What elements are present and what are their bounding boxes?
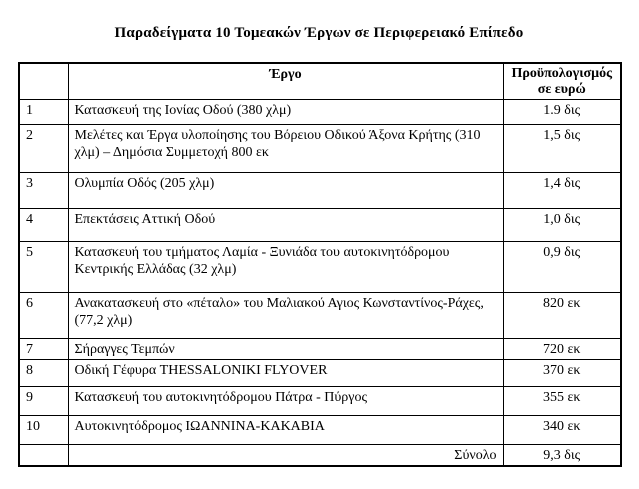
- projects-table: [18, 62, 622, 467]
- table-total-row: [19, 445, 621, 467]
- budget-cell: 820 εκ: [503, 293, 621, 339]
- project-cell: Ολυμπία Οδός (205 χλμ): [68, 173, 503, 209]
- table-row: [19, 387, 621, 416]
- project-cell: Κατασκευή του τμήματος Λαμία - Ξυνιάδα του αυτοκινητόδρομου Κεντρικής Ελλάδας (32 χλμ): [68, 242, 503, 293]
- budget-cell: 0,9 δις: [503, 242, 621, 293]
- project-cell: Ανακατασκευή στο «πέταλο» του Μαλιακού Αγιος Κωνσταντίνος-Ράχες, (77,2 χλμ): [68, 293, 503, 339]
- budget-cell: 1,0 δις: [503, 209, 621, 242]
- budget-cell: 340 εκ: [503, 416, 621, 445]
- row-number-cell: 2: [19, 125, 68, 173]
- row-number-cell: 4: [19, 209, 68, 242]
- row-number-cell: 6: [19, 293, 68, 339]
- total-value-cell: 9,3 δις: [503, 445, 621, 467]
- row-number-cell: 10: [19, 416, 68, 445]
- project-cell: Σήραγγες Τεμπών: [68, 339, 503, 360]
- table-row: [19, 125, 621, 173]
- table-row: [19, 293, 621, 339]
- row-number-cell: 3: [19, 173, 68, 209]
- project-cell: Κατασκευή του αυτοκινητόδρομου Πάτρα - Πύργος: [68, 387, 503, 416]
- table-row: [19, 360, 621, 387]
- project-cell: Οδική Γέφυρα THESSALONIKI FLYOVER: [68, 360, 503, 387]
- total-label-cell: Σύνολο: [68, 445, 503, 467]
- project-cell: Μελέτες και Έργα υλοποίησης του Βόρειου Οδικού Άξονα Κρήτης (310 χλμ) – Δημόσια Συμμετοχή 800 εκ: [68, 125, 503, 173]
- budget-cell: 1,4 δις: [503, 173, 621, 209]
- header-budget-cell: Προϋπολογισμός σε ευρώ: [503, 63, 621, 100]
- row-number-cell: 1: [19, 100, 68, 125]
- project-cell: Αυτοκινητόδρομος ΙΩΑΝΝΙΝΑ-ΚΑΚΑΒΙΑ: [68, 416, 503, 445]
- row-number-cell: 8: [19, 360, 68, 387]
- budget-cell: 1.9 δις: [503, 100, 621, 125]
- table-row: [19, 173, 621, 209]
- table-row: [19, 209, 621, 242]
- row-number-cell: 7: [19, 339, 68, 360]
- budget-cell: 370 εκ: [503, 360, 621, 387]
- header-project-cell: Έργο: [68, 63, 503, 100]
- total-empty-cell: [19, 445, 68, 467]
- budget-cell: 355 εκ: [503, 387, 621, 416]
- table-row: [19, 100, 621, 125]
- table-row: [19, 242, 621, 293]
- budget-cell: 1,5 δις: [503, 125, 621, 173]
- project-cell: Επεκτάσεις Αττική Οδού: [68, 209, 503, 242]
- table-row: [19, 416, 621, 445]
- row-number-cell: 9: [19, 387, 68, 416]
- table-header-row: [19, 63, 621, 100]
- row-number-cell: 5: [19, 242, 68, 293]
- table-row: [19, 339, 621, 360]
- project-cell: Κατασκευή της Ιονίας Οδού (380 χλμ): [68, 100, 503, 125]
- page-title: Παραδείγματα 10 Τομεακών Έργων σε Περιφερειακό Επίπεδο: [114, 25, 524, 41]
- budget-cell: 720 εκ: [503, 339, 621, 360]
- header-number-cell: [19, 63, 68, 100]
